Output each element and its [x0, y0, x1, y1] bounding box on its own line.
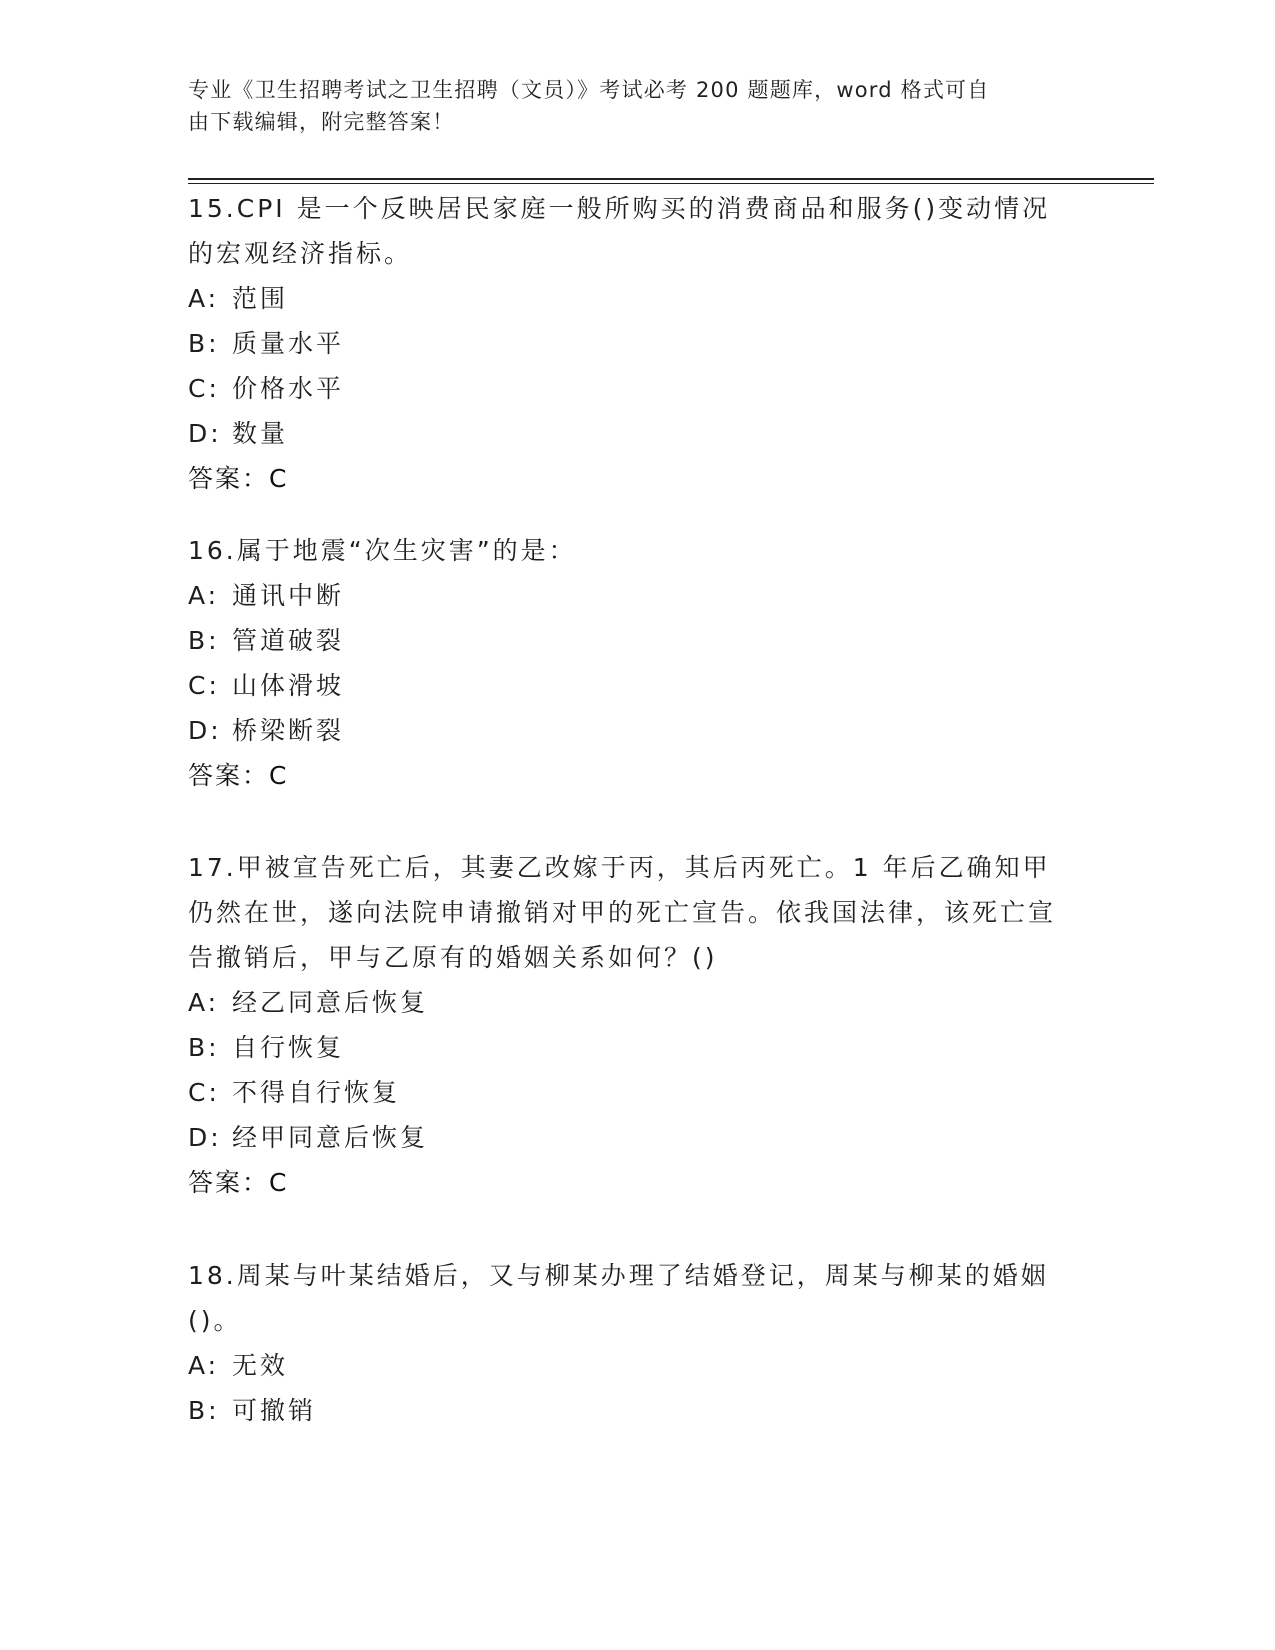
option-d [188, 708, 1078, 753]
answer-line: 答案：C [188, 464, 289, 493]
header-note-line-2: 由下载编辑，附完整答案！ [188, 110, 455, 134]
option-letter: A: [188, 284, 220, 313]
option-list [188, 1343, 1078, 1433]
option-letter: B: [188, 1396, 220, 1425]
option-letter: B: [188, 626, 220, 655]
question-16 [188, 528, 1078, 798]
option-letter: B: [188, 329, 220, 358]
option-letter: D: [188, 716, 222, 745]
option-b [188, 1388, 1078, 1433]
option-c [188, 366, 1078, 411]
option-text: 通讯中断 [232, 581, 345, 610]
option-letter: C: [188, 671, 220, 700]
question-18 [188, 1253, 1078, 1433]
option-text: 自行恢复 [232, 1033, 345, 1062]
option-text: 价格水平 [232, 374, 345, 403]
option-b [188, 1025, 1078, 1070]
option-c [188, 663, 1078, 708]
question-15 [188, 186, 1078, 501]
option-text: 山体滑坡 [232, 671, 345, 700]
option-d [188, 411, 1078, 456]
option-text: 无效 [232, 1351, 289, 1380]
option-text: 经乙同意后恢复 [232, 988, 429, 1017]
option-letter: A: [188, 581, 220, 610]
option-letter: A: [188, 1351, 220, 1380]
option-c [188, 1070, 1078, 1115]
option-d [188, 1115, 1078, 1160]
option-b [188, 618, 1078, 663]
header-divider-thin [188, 183, 1154, 184]
option-list [188, 276, 1078, 456]
option-text: 管道破裂 [232, 626, 345, 655]
option-b [188, 321, 1078, 366]
option-letter: C: [188, 1078, 220, 1107]
option-text: 桥梁断裂 [232, 716, 345, 745]
option-a [188, 1343, 1078, 1388]
option-a [188, 573, 1078, 618]
question-stem: 15.CPI 是一个反映居民家庭一般所购买的消费商品和服务()变动情况的宏观经济指标。 [188, 194, 1051, 268]
header-divider-thick [188, 178, 1154, 180]
option-list [188, 573, 1078, 753]
option-text: 经甲同意后恢复 [232, 1123, 429, 1152]
option-letter: A: [188, 988, 220, 1017]
option-text: 范围 [232, 284, 289, 313]
option-letter: D: [188, 419, 222, 448]
option-text: 质量水平 [232, 329, 345, 358]
question-stem: 17.甲被宣告死亡后，其妻乙改嫁于丙，其后丙死亡。1 年后乙确知甲仍然在世，遂向法院申请撤销对甲的死亡宣告。依我国法律，该死亡宣告撤销后，甲与乙原有的婚姻关系如何？() [188, 853, 1057, 972]
answer-line: 答案：C [188, 761, 289, 790]
question-stem: 18.周某与叶某结婚后，又与柳某办理了结婚登记，周某与柳某的婚姻()。 [188, 1261, 1049, 1335]
option-a [188, 276, 1078, 321]
question-stem: 16.属于地震“次生灾害”的是： [188, 536, 577, 565]
option-letter: D: [188, 1123, 222, 1152]
header-note [188, 74, 1068, 138]
option-letter: C: [188, 374, 220, 403]
answer-line: 答案：C [188, 1168, 289, 1197]
option-letter: B: [188, 1033, 220, 1062]
option-text: 数量 [232, 419, 289, 448]
header-note-line-1: 专业《卫生招聘考试之卫生招聘（文员）》考试必考 200 题题库，word 格式可自 [188, 78, 990, 102]
option-a [188, 980, 1078, 1025]
option-text: 不得自行恢复 [232, 1078, 401, 1107]
option-list [188, 980, 1078, 1160]
option-text: 可撤销 [232, 1396, 317, 1425]
question-17 [188, 845, 1078, 1205]
